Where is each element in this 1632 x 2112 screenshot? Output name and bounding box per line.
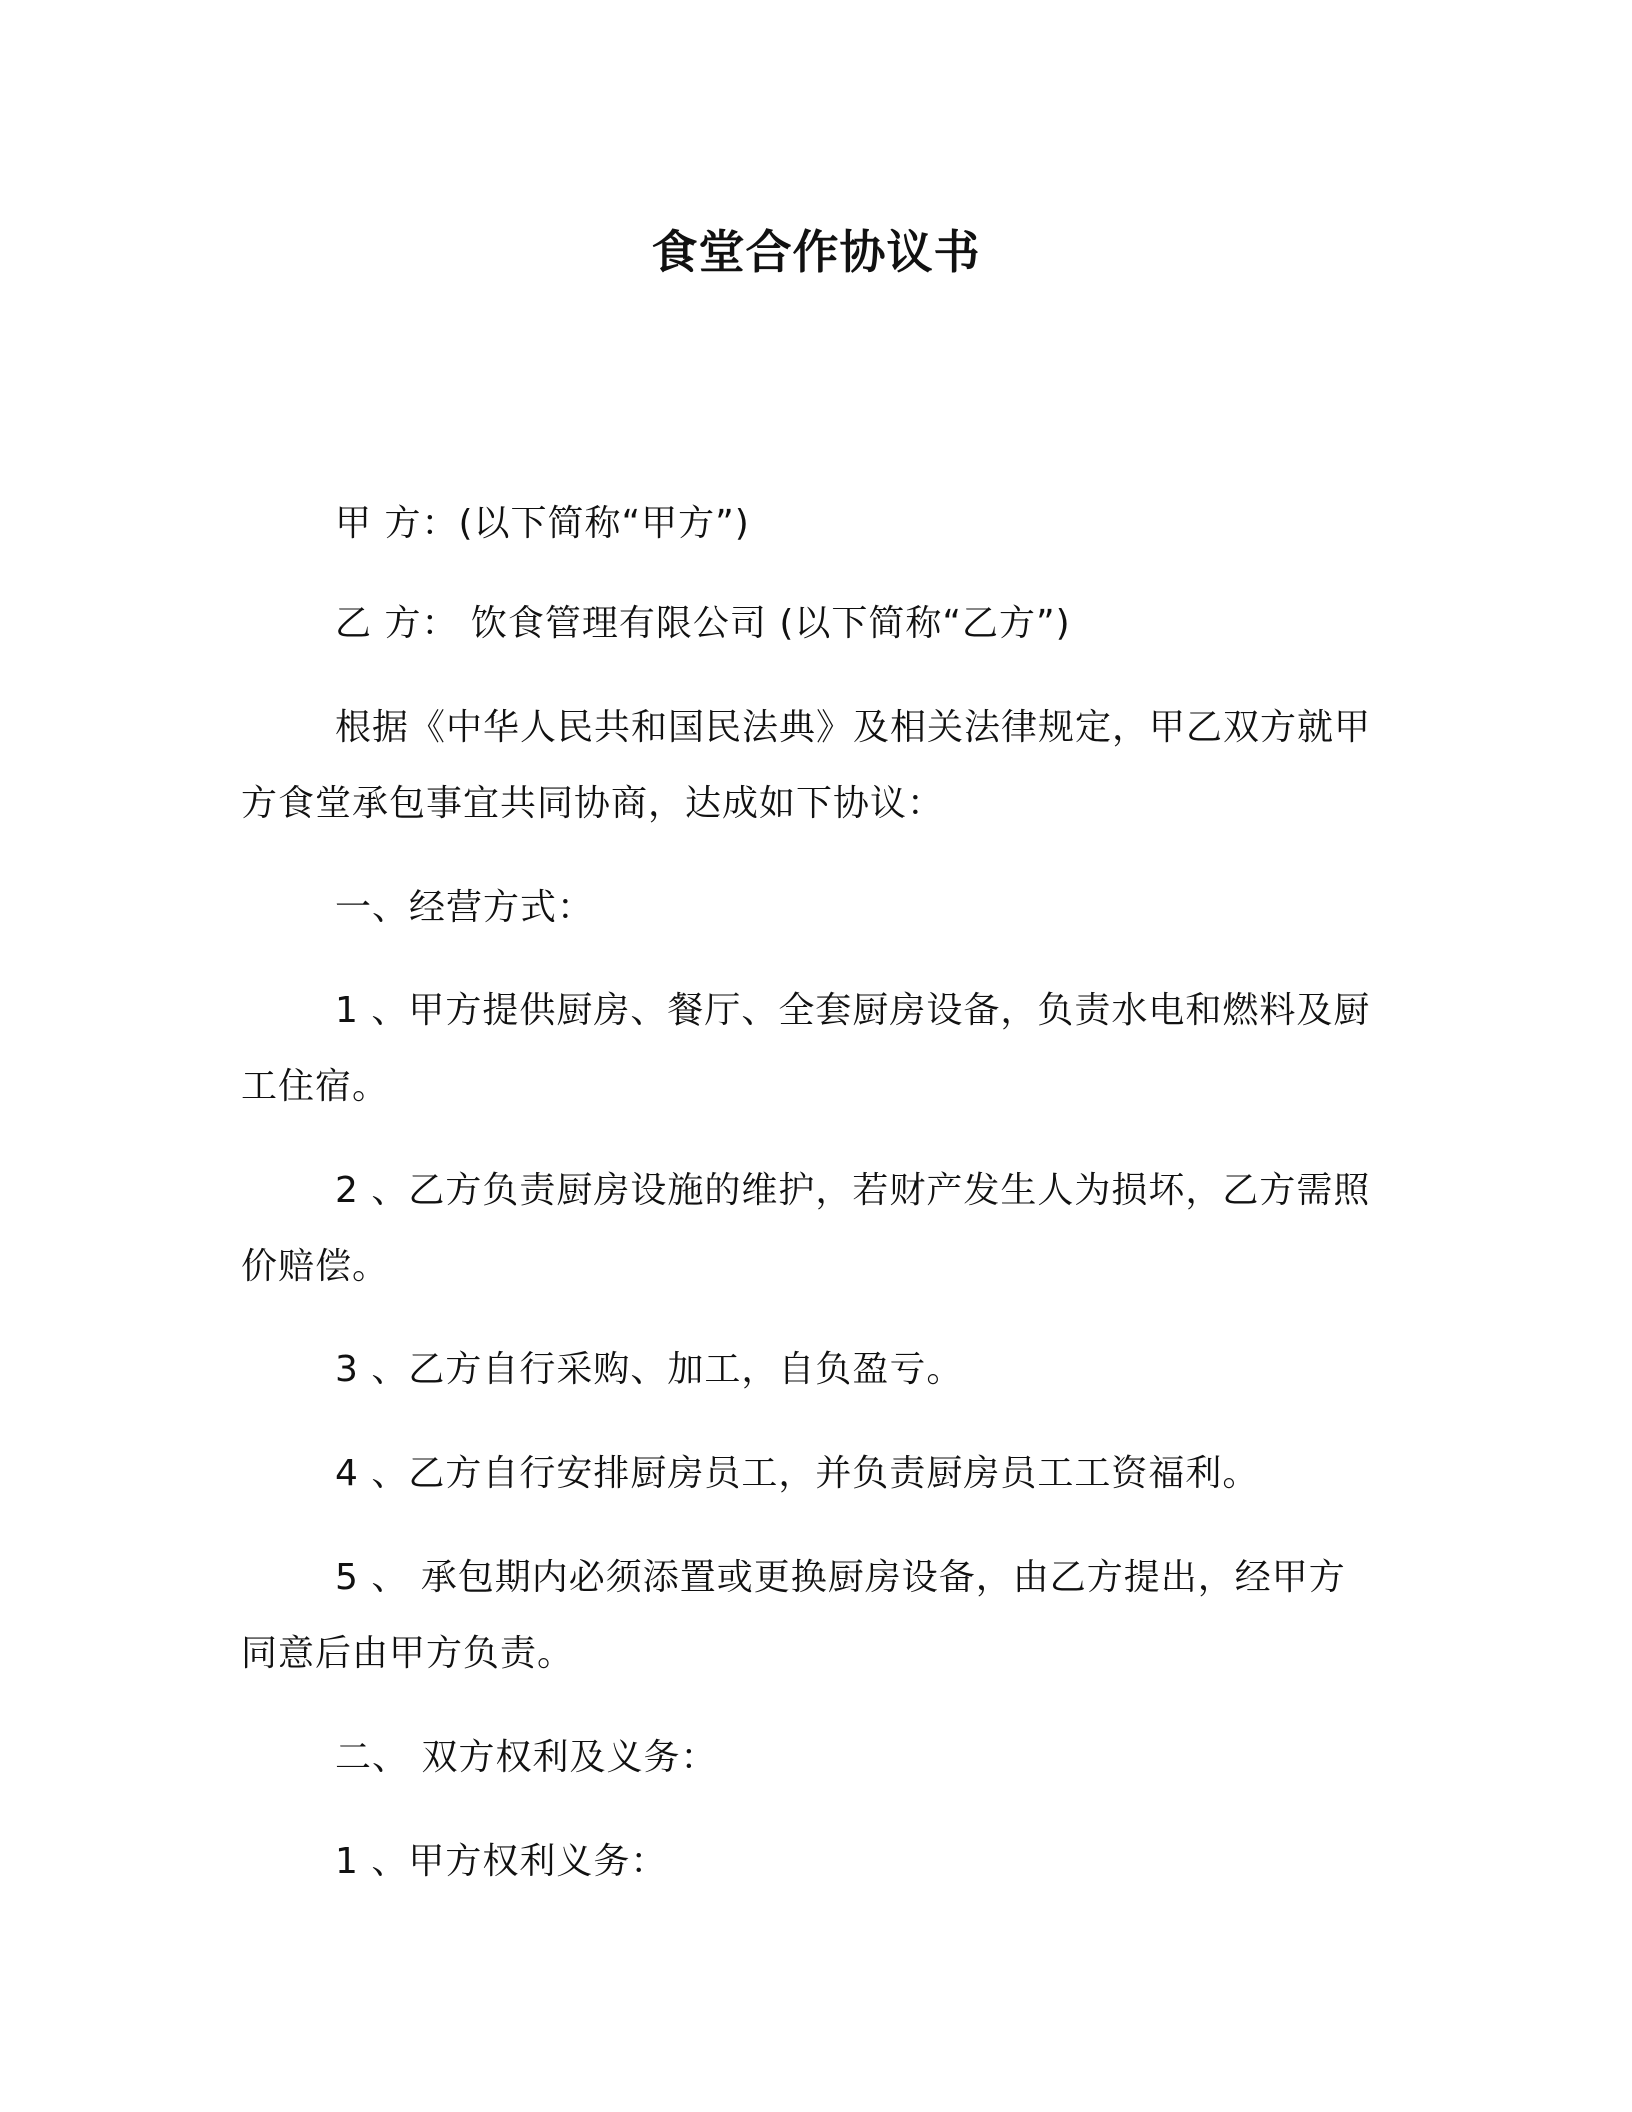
section-1-item-5: 5 、 承包期内必须添置或更换厨房设备，由乙方提出，经甲方同意后由甲方负责。 [241, 1557, 1346, 1674]
party-a-line: 甲 方：(以下简称“甲方”) [335, 503, 750, 544]
section-1-item-1: 1 、甲方提供厨房、餐厅、全套厨房设备，负责水电和燃料及厨工住宿。 [241, 990, 1371, 1107]
document-title: 食堂合作协议书 [651, 225, 981, 279]
preamble-paragraph: 根据《中华人民共和国民法典》及相关法律规定，甲乙双方就甲方食堂承包事宜共同协商，达成如下协议： [241, 707, 1372, 824]
section-2-sub-1: 1 、甲方权利义务： [335, 1841, 668, 1882]
section-1-item-2: 2 、乙方负责厨房设施的维护，若财产发生人为损坏，乙方需照价赔偿。 [241, 1170, 1371, 1287]
section-1-heading: 一、经营方式： [335, 887, 595, 928]
party-b-line: 乙 方： 饮食管理有限公司 (以下简称“乙方”) [335, 603, 1071, 644]
section-2-heading: 二、 双方权利及义务： [335, 1737, 718, 1778]
section-1-item-4: 4 、乙方自行安排厨房员工，并负责厨房员工工资福利。 [335, 1453, 1260, 1494]
section-1-item-3: 3 、乙方自行采购、加工，自负盈亏。 [335, 1349, 964, 1390]
